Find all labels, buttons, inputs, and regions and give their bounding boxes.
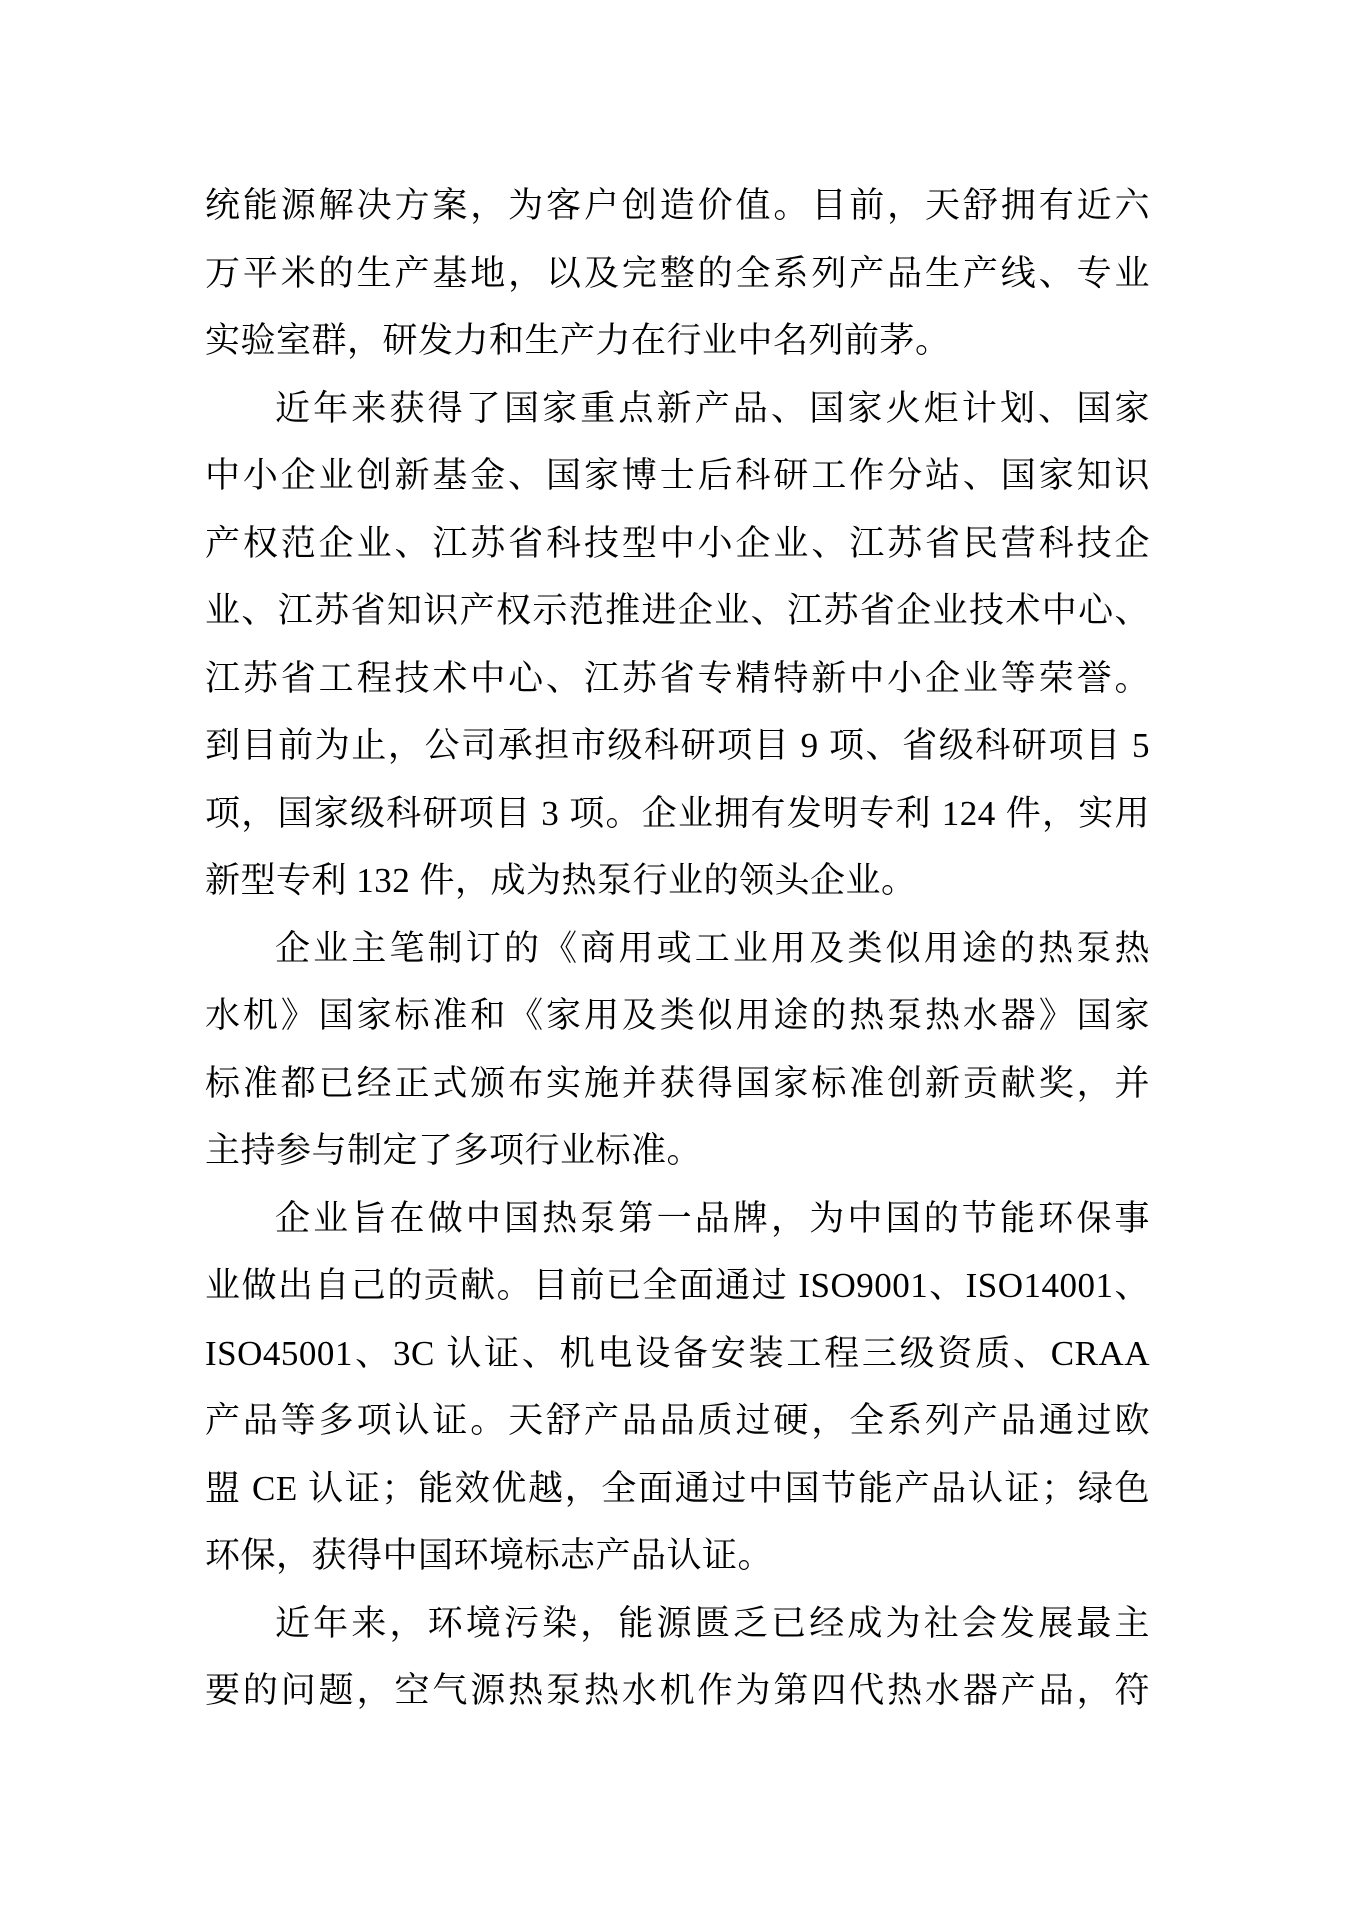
text-line: 新型专利 132 件，成为热泵行业的领头企业。 — [205, 861, 917, 900]
text-line: 项，国家级科研项目 3 项。企业拥有发明专利 124 件，实用 — [205, 793, 1150, 833]
text-line: 要的问题，空气源热泵热水机作为第四代热水器产品，符 — [205, 1671, 1150, 1710]
text-line: 环保，获得中国环境标志产品认证。 — [205, 1536, 774, 1575]
text-line: 统能源解决方案，为客户创造价值。目前，天舒拥有近六 — [205, 186, 1150, 225]
text-line: 产权范企业、江苏省科技型中小企业、江苏省民营科技企 — [205, 523, 1150, 563]
paragraph — [205, 375, 1150, 915]
paragraph — [205, 172, 1150, 375]
text-line: 万平米的生产基地，以及完整的全系列产品生产线、专业 — [205, 253, 1150, 293]
text-line: 实验室群，研发力和生产力在行业中名列前茅。 — [205, 321, 951, 360]
text-line: 产品等多项认证。天舒产品品质过硬，全系列产品通过欧 — [205, 1401, 1150, 1440]
text-line: 到目前为止，公司承担市级科研项目 9 项、省级科研项目 5 — [205, 726, 1150, 765]
text-line: 业、江苏省知识产权示范推进企业、江苏省企业技术中心、 — [205, 591, 1150, 630]
text-line: 企业旨在做中国热泵第一品牌，为中国的节能环保事 — [275, 1198, 1150, 1238]
text-line: ISO45001、3C 认证、机电设备安装工程三级资质、CRAA — [205, 1333, 1150, 1373]
paragraph — [205, 915, 1150, 1185]
text-line: 盟 CE 认证；能效优越，全面通过中国节能产品认证；绿色 — [205, 1468, 1150, 1508]
text-line: 近年来，环境污染，能源匮乏已经成为社会发展最主 — [275, 1603, 1150, 1643]
text-line: 水机》国家标准和《家用及类似用途的热泵热水器》国家 — [205, 996, 1150, 1035]
text-line: 业做出自己的贡献。目前已全面通过 ISO9001、ISO14001、 — [205, 1266, 1150, 1305]
text-line: 中小企业创新基金、国家博士后科研工作分站、国家知识 — [205, 456, 1150, 495]
paragraph — [205, 1590, 1150, 1725]
text-line: 近年来获得了国家重点新产品、国家火炬计划、国家 — [275, 388, 1150, 428]
text-line: 主持参与制定了多项行业标准。 — [205, 1131, 703, 1170]
text-line: 企业主笔制订的《商用或工业用及类似用途的热泵热 — [275, 928, 1150, 968]
paragraph — [205, 1185, 1150, 1590]
text-line: 标准都已经正式颁布实施并获得国家标准创新贡献奖，并 — [205, 1063, 1150, 1103]
text-line: 江苏省工程技术中心、江苏省专精特新中小企业等荣誉。 — [205, 658, 1150, 698]
document-text-block — [205, 172, 1150, 1725]
